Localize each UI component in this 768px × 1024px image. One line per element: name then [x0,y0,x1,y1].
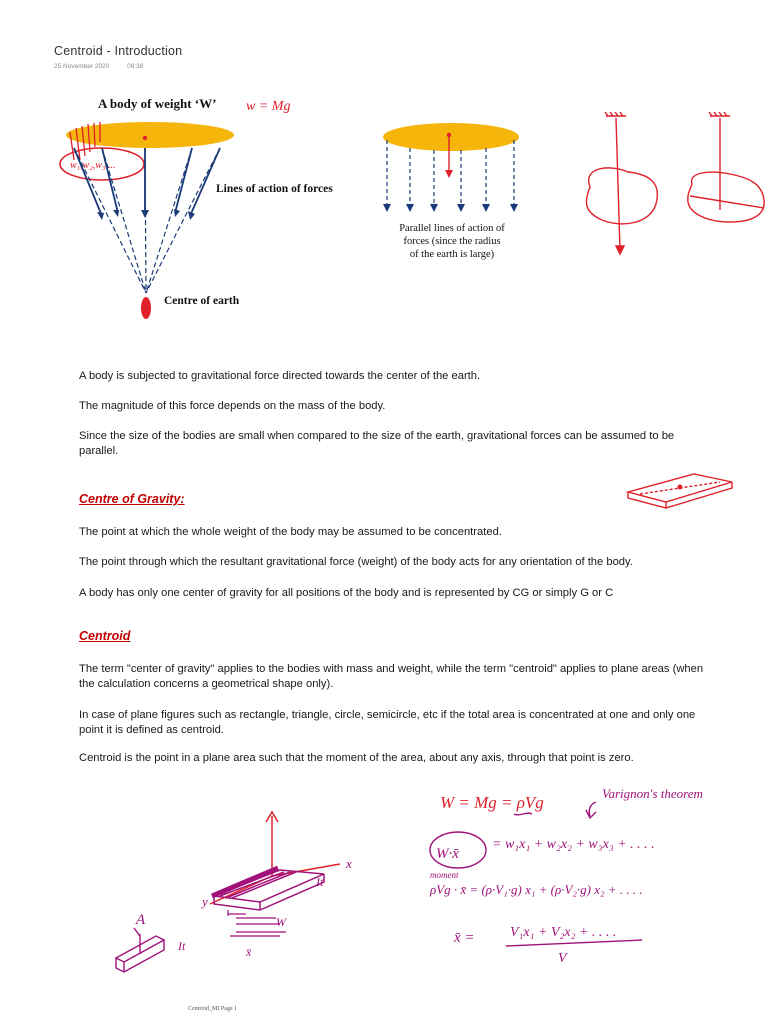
varignon-label: Varignon's theorem [602,786,703,801]
eq-w-mg: W = Mg = ρVg [440,793,544,812]
cog-paragraph-3: A body has only one center of gravity for all positions of the body and is represented by CG or simply G or C [79,587,614,599]
eq-w-xbar: W·x̄ [436,846,459,862]
page-footer: Centroid_MI Page 1 [188,1006,237,1012]
suspended-bodies-sketch [570,112,768,262]
axis-x-label: x [346,856,352,871]
intro-paragraph-2: The magnitude of this force depends on the mass of the body. [79,400,386,412]
cog-heading: Centre of Gravity: [79,492,185,506]
centroid-heading: Centroid [79,629,131,643]
small-beam-sketch [116,928,164,972]
page-time: 09:38 [127,63,144,70]
body-disc [66,122,234,148]
intro-paragraph-1: A body is subjected to gravitational force directed towards the center of the earth. [79,370,481,382]
arrowheads [97,209,195,220]
support-hatch-right [709,112,730,116]
centroid-paragraph-3: Centroid is the point in a plane area such that the moment of the area, about any axis, through that point is zero. [79,752,634,764]
eq-numerator: V₁x₁ + V₂x₂ + . . . . [510,925,617,940]
cog-paragraph-2: The point through which the resultant gravitational force (weight) of the body acts for any orientation of the body. [79,556,633,568]
eq-denominator: V [558,951,567,966]
parallel-label-3: of the earth is large) [409,249,495,260]
plumb-line-left [616,118,620,250]
red-weight-arrowhead [445,170,453,178]
label-it-left: It [178,939,186,953]
page-timestamp [54,63,159,70]
figure-heading: A body of weight ‘W’ [98,96,217,111]
handwritten-3d-sketch [100,808,380,978]
label-it-right: It [316,875,324,889]
intro-paragraph-3: Since the size of the bodies are small when compared to the size of the earth, gravitational forces can be assumed to be parallel. [79,430,675,457]
moment-label: moment [430,870,459,880]
eq-moment-sum: = w₁x₁ + w₂x₂ + w₃x₃ + . . . . [492,837,655,852]
irregular-body-left [586,168,657,224]
eq-rho-vg: ρVg · x̄ = (ρ·V₁·g) x₁ + (ρ·V₂·g) x₂ + . . . . [430,882,643,897]
label-w: W [276,915,286,929]
page-date: 25 November 2020 [54,63,110,70]
plate-edge-highlight [212,868,278,896]
axis-y-label: y [202,894,208,909]
earth-centre-dot [141,297,151,319]
eq-xbar: x̄ = [454,930,475,946]
parallel-label-2: forces (since the radius [403,236,501,247]
converging-forces-figure [40,88,360,328]
theorem-arrow [586,802,596,818]
parallel-center-dot [447,133,451,137]
page-title: Centroid - Introduction [54,44,183,58]
center-dot [143,136,147,140]
parallel-disc [383,123,519,151]
second-suspension-line [690,196,764,208]
centroid-paragraph-1: The term "center of gravity" applies to the bodies with mass and weight, while the term "centroid" applies to plane areas (when the calculation concerns a geometrical shape only). [79,663,704,690]
centroid-paragraph-2: In case of plane figures such as rectangle, triangle, circle, semicircle, etc if the total area is concentrated at one and only one point it is defined as centroid. [79,709,696,736]
parallel-forces-figure [376,112,536,272]
handwritten-weights: w₁,w₂,w₃ ... [70,160,116,171]
cog-paragraph-1: The point at which the whole weight of the body may be assumed to be concentrated. [79,526,502,538]
lines-label: Lines of action of forces [216,183,333,195]
fraction-bar [506,940,642,946]
earth-label: Centre of earth [164,295,240,307]
parallel-arrowheads [383,204,518,212]
plate-sketch [620,468,740,514]
force-arrows [74,148,220,216]
label-a: A [136,912,146,928]
handwritten-equations [410,770,760,970]
underline-rhovg [514,813,532,815]
plumb-arrow-left [616,246,624,254]
handwritten-w-mg: w = Mg [246,99,291,114]
label-xbar: x̄ [246,945,252,959]
parallel-label-1: Parallel lines of action of [399,223,505,234]
support-hatch-left [605,112,626,116]
